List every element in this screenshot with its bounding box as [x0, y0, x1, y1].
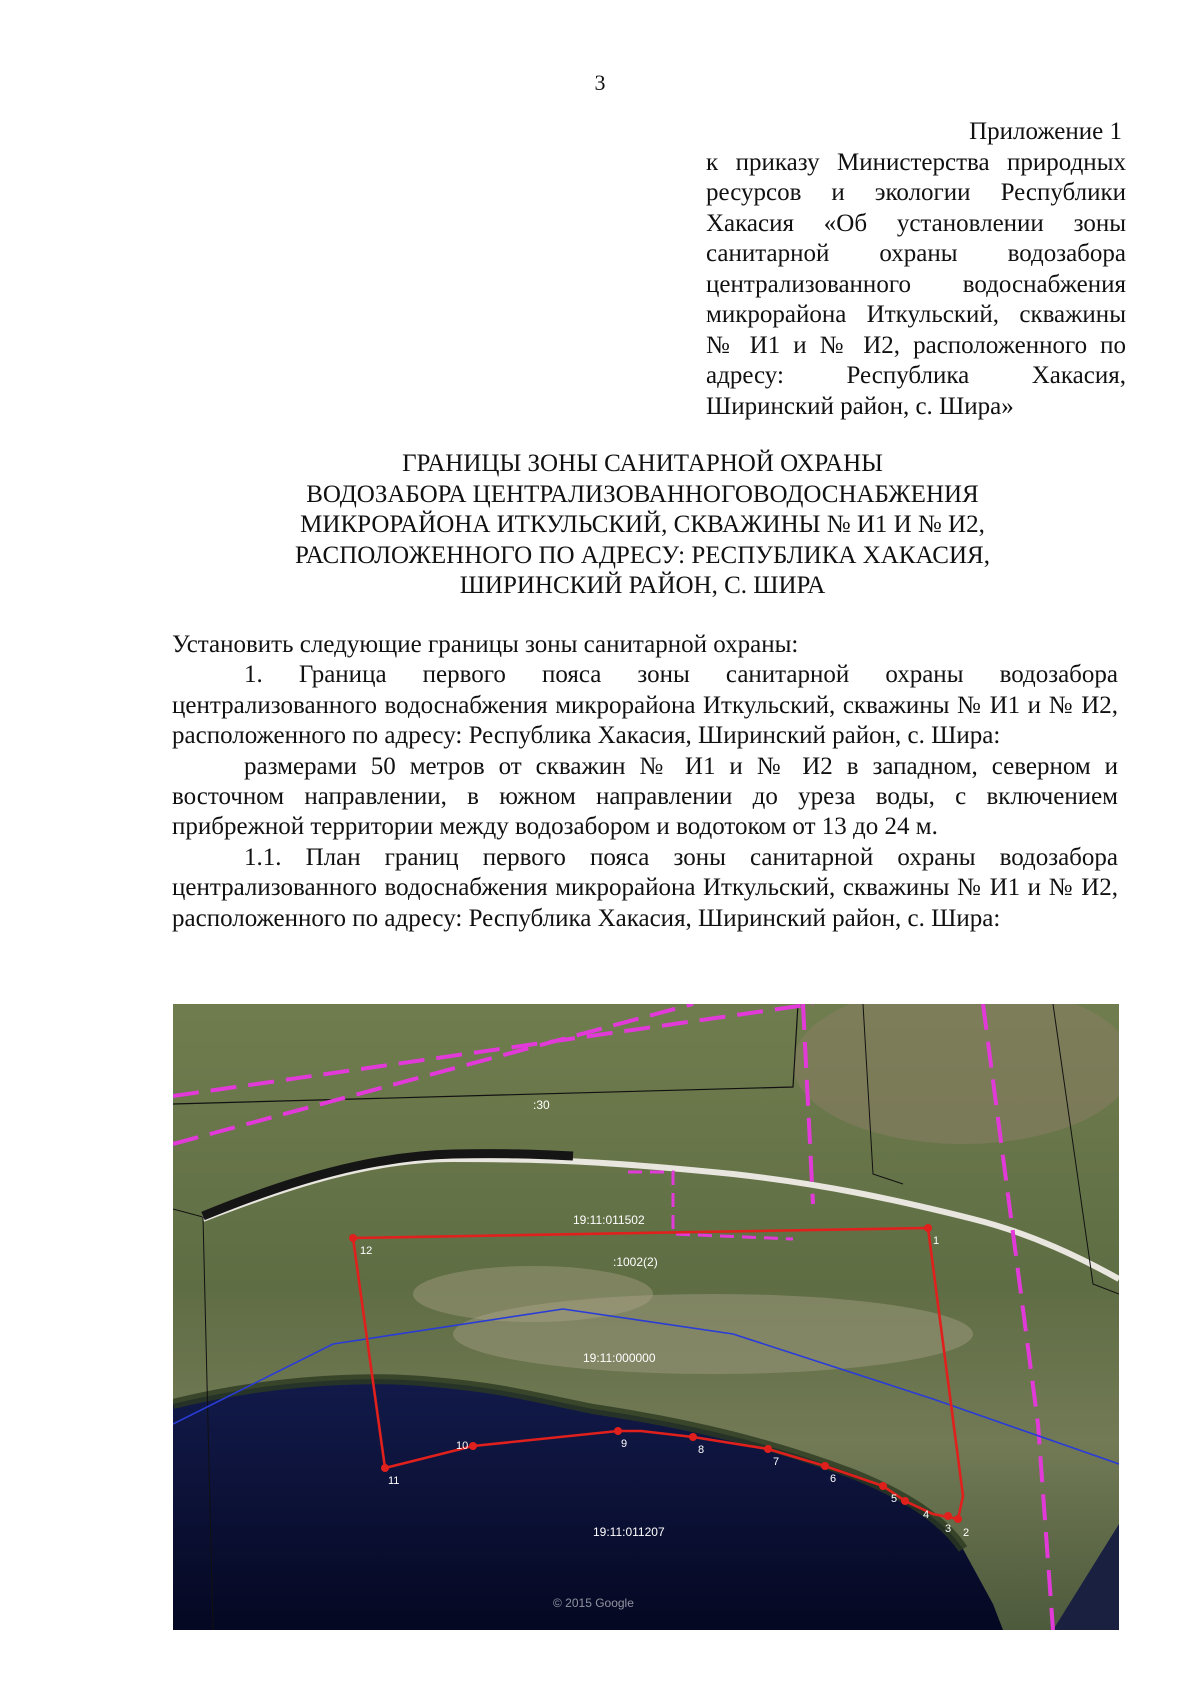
title-line: ВОДОЗАБОРА ЦЕНТРАЛИЗОВАННОГОВОДОСНАБЖЕНИЯ: [306, 480, 979, 508]
point-label: 2: [963, 1527, 970, 1539]
intro-paragraph: Установить следующие границы зоны санитарной охраны:: [172, 631, 799, 658]
point-label: 12: [360, 1245, 373, 1257]
page-number: 3: [594, 70, 606, 95]
boundary-point-11: [381, 1464, 389, 1472]
point-label: 10: [456, 1440, 469, 1452]
point-label: 5: [891, 1493, 898, 1505]
boundary-point-4: [901, 1497, 909, 1505]
title-line: МИКРОРАЙОНА ИТКУЛЬСКИЙ, СКВАЖИНЫ № И1 И № И2,: [300, 511, 985, 538]
point-label: 6: [830, 1473, 837, 1485]
title-line: РАСПОЛОЖЕННОГО ПО АДРЕСУ: РЕСПУБЛИКА ХАКАСИЯ,: [295, 541, 990, 569]
parcel-label: :1002(2): [613, 1255, 658, 1269]
map-watermark: © 2015 Google: [553, 1596, 634, 1610]
boundary-point-6: [821, 1462, 829, 1470]
parcel-label: :30: [533, 1098, 550, 1112]
appendix-title: Приложение 1: [969, 118, 1122, 145]
paragraph-1-1: 1.1. План границ первого пояса зоны санитарной охраны водозабора централизованного водоснабжения микрорайона Иткульский, скважины № И1 и № И2, расположенного по адресу: Республика Хакасия, Ширинский район, с. Шира:: [172, 843, 1118, 932]
title-line: ГРАНИЦЫ ЗОНЫ САНИТАРНОЙ ОХРАНЫ: [402, 450, 883, 477]
point-label: 8: [698, 1444, 705, 1456]
point-label: 7: [773, 1456, 780, 1468]
boundary-point-8: [689, 1433, 697, 1441]
point-label: 1: [933, 1235, 940, 1247]
point-label: 4: [923, 1509, 930, 1521]
body-text: [172, 630, 1118, 934]
parcel-label: 19:11:011207: [593, 1525, 665, 1539]
boundary-map: [173, 1004, 1119, 1630]
boundary-point-7: [764, 1445, 772, 1453]
document-title: [170, 449, 1115, 602]
point-label: 3: [945, 1523, 952, 1535]
paragraph-2: размерами 50 метров от скважин № И1 и № И2 в западном, северном и восточном направлении, в южном направлении до уреза воды, с включением прибрежной территории между водозабором и водотоком от 13 до 24 м.: [172, 752, 1118, 841]
boundary-point-3: [944, 1512, 952, 1520]
boundary-point-9: [614, 1427, 622, 1435]
appendix-block: [706, 117, 1126, 422]
boundary-point-12: [349, 1234, 357, 1242]
point-label: 9: [621, 1438, 628, 1450]
title-line: ШИРИНСКИЙ РАЙОН, С. ШИРА: [459, 572, 826, 599]
point-label: 11: [388, 1475, 400, 1487]
appendix-text: к приказу Министерства природных ресурсов и экологии Республики Хакасия «Об установлении зоны санитарной охраны водозабора централизованного водоснабжения микрорайона Иткульский, скважины № И1 и № И2, расположенного по адресу: Республика Хакасия, Ширинский район, с. Шира»: [706, 148, 1126, 420]
boundary-point-5: [879, 1482, 887, 1490]
parcel-label: 19:11:011502: [573, 1213, 645, 1227]
boundary-point-2: [954, 1515, 962, 1523]
boundary-point-1: [924, 1224, 932, 1232]
boundary-point-10: [469, 1442, 477, 1450]
paragraph-1: 1. Граница первого пояса зоны санитарной охраны водозабора централизованного водоснабжения микрорайона Иткульский, скважины № И1 и № И2, расположенного по адресу: Республика Хакасия, Ширинский район, с. Шира:: [172, 661, 1118, 750]
parcel-label: 19:11:000000: [583, 1351, 656, 1365]
